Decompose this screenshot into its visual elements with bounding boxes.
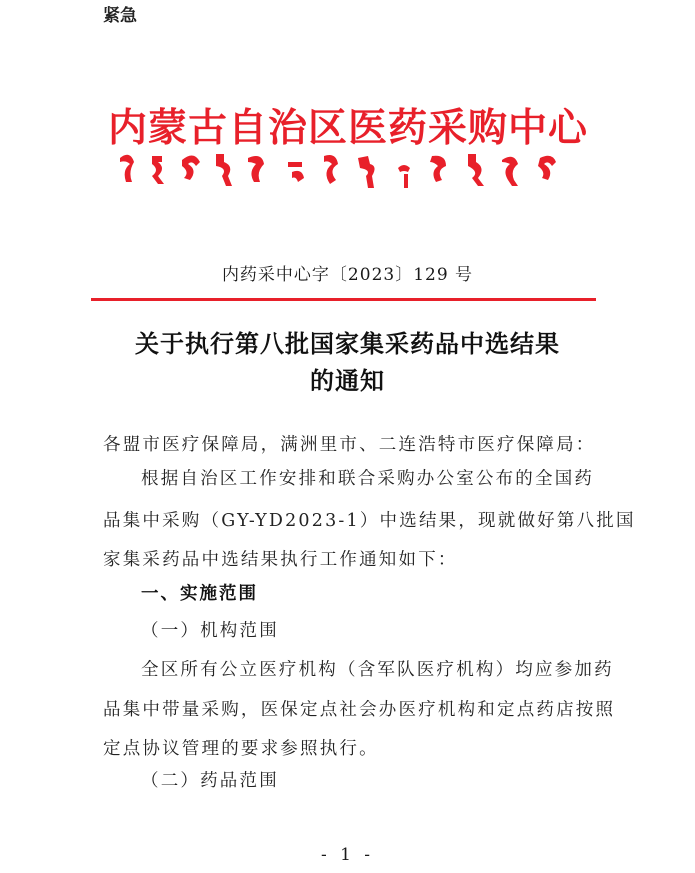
document-number: 内药采中心字〔2023〕129 号	[221, 265, 474, 285]
subsection-heading-institutions: （一）机构范围	[141, 621, 279, 641]
institutions-paragraph-line-1: 全区所有公立医疗机构（含军队医疗机构）均应参加药	[141, 660, 614, 680]
subsection-heading-drugs: （二）药品范围	[141, 771, 279, 791]
urgency-label: 紧急	[103, 6, 137, 26]
institutions-paragraph-line-3: 定点协议管理的要求参照执行。	[103, 739, 379, 759]
institutions-paragraph-line-2: 品集中带量采购，医保定点社会办医疗机构和定点药店按照	[103, 700, 616, 720]
addressee: 各盟市医疗保障局，满洲里市、二连浩特市医疗保障局：	[103, 435, 596, 455]
document-title-line-2: 的通知	[310, 367, 385, 395]
page-number: - 1 -	[320, 845, 375, 865]
intro-paragraph-line-1: 根据自治区工作安排和联合采购办公室公布的全国药	[141, 469, 595, 489]
letterhead-red-rule	[91, 298, 596, 301]
issuer-letterhead: 内蒙古自治区医药采购中心	[107, 105, 588, 151]
document-title-line-1: 关于执行第八批国家集采药品中选结果	[135, 330, 560, 358]
intro-paragraph-line-3: 家集采药品中选结果执行工作通知如下：	[103, 550, 458, 570]
section-heading-scope: 一、实施范围	[141, 584, 258, 604]
intro-paragraph-line-2: 品集中采购（GY-YD2023-1）中选结果，现就做好第八批国	[103, 511, 636, 531]
mongolian-script-letterhead	[112, 148, 572, 198]
